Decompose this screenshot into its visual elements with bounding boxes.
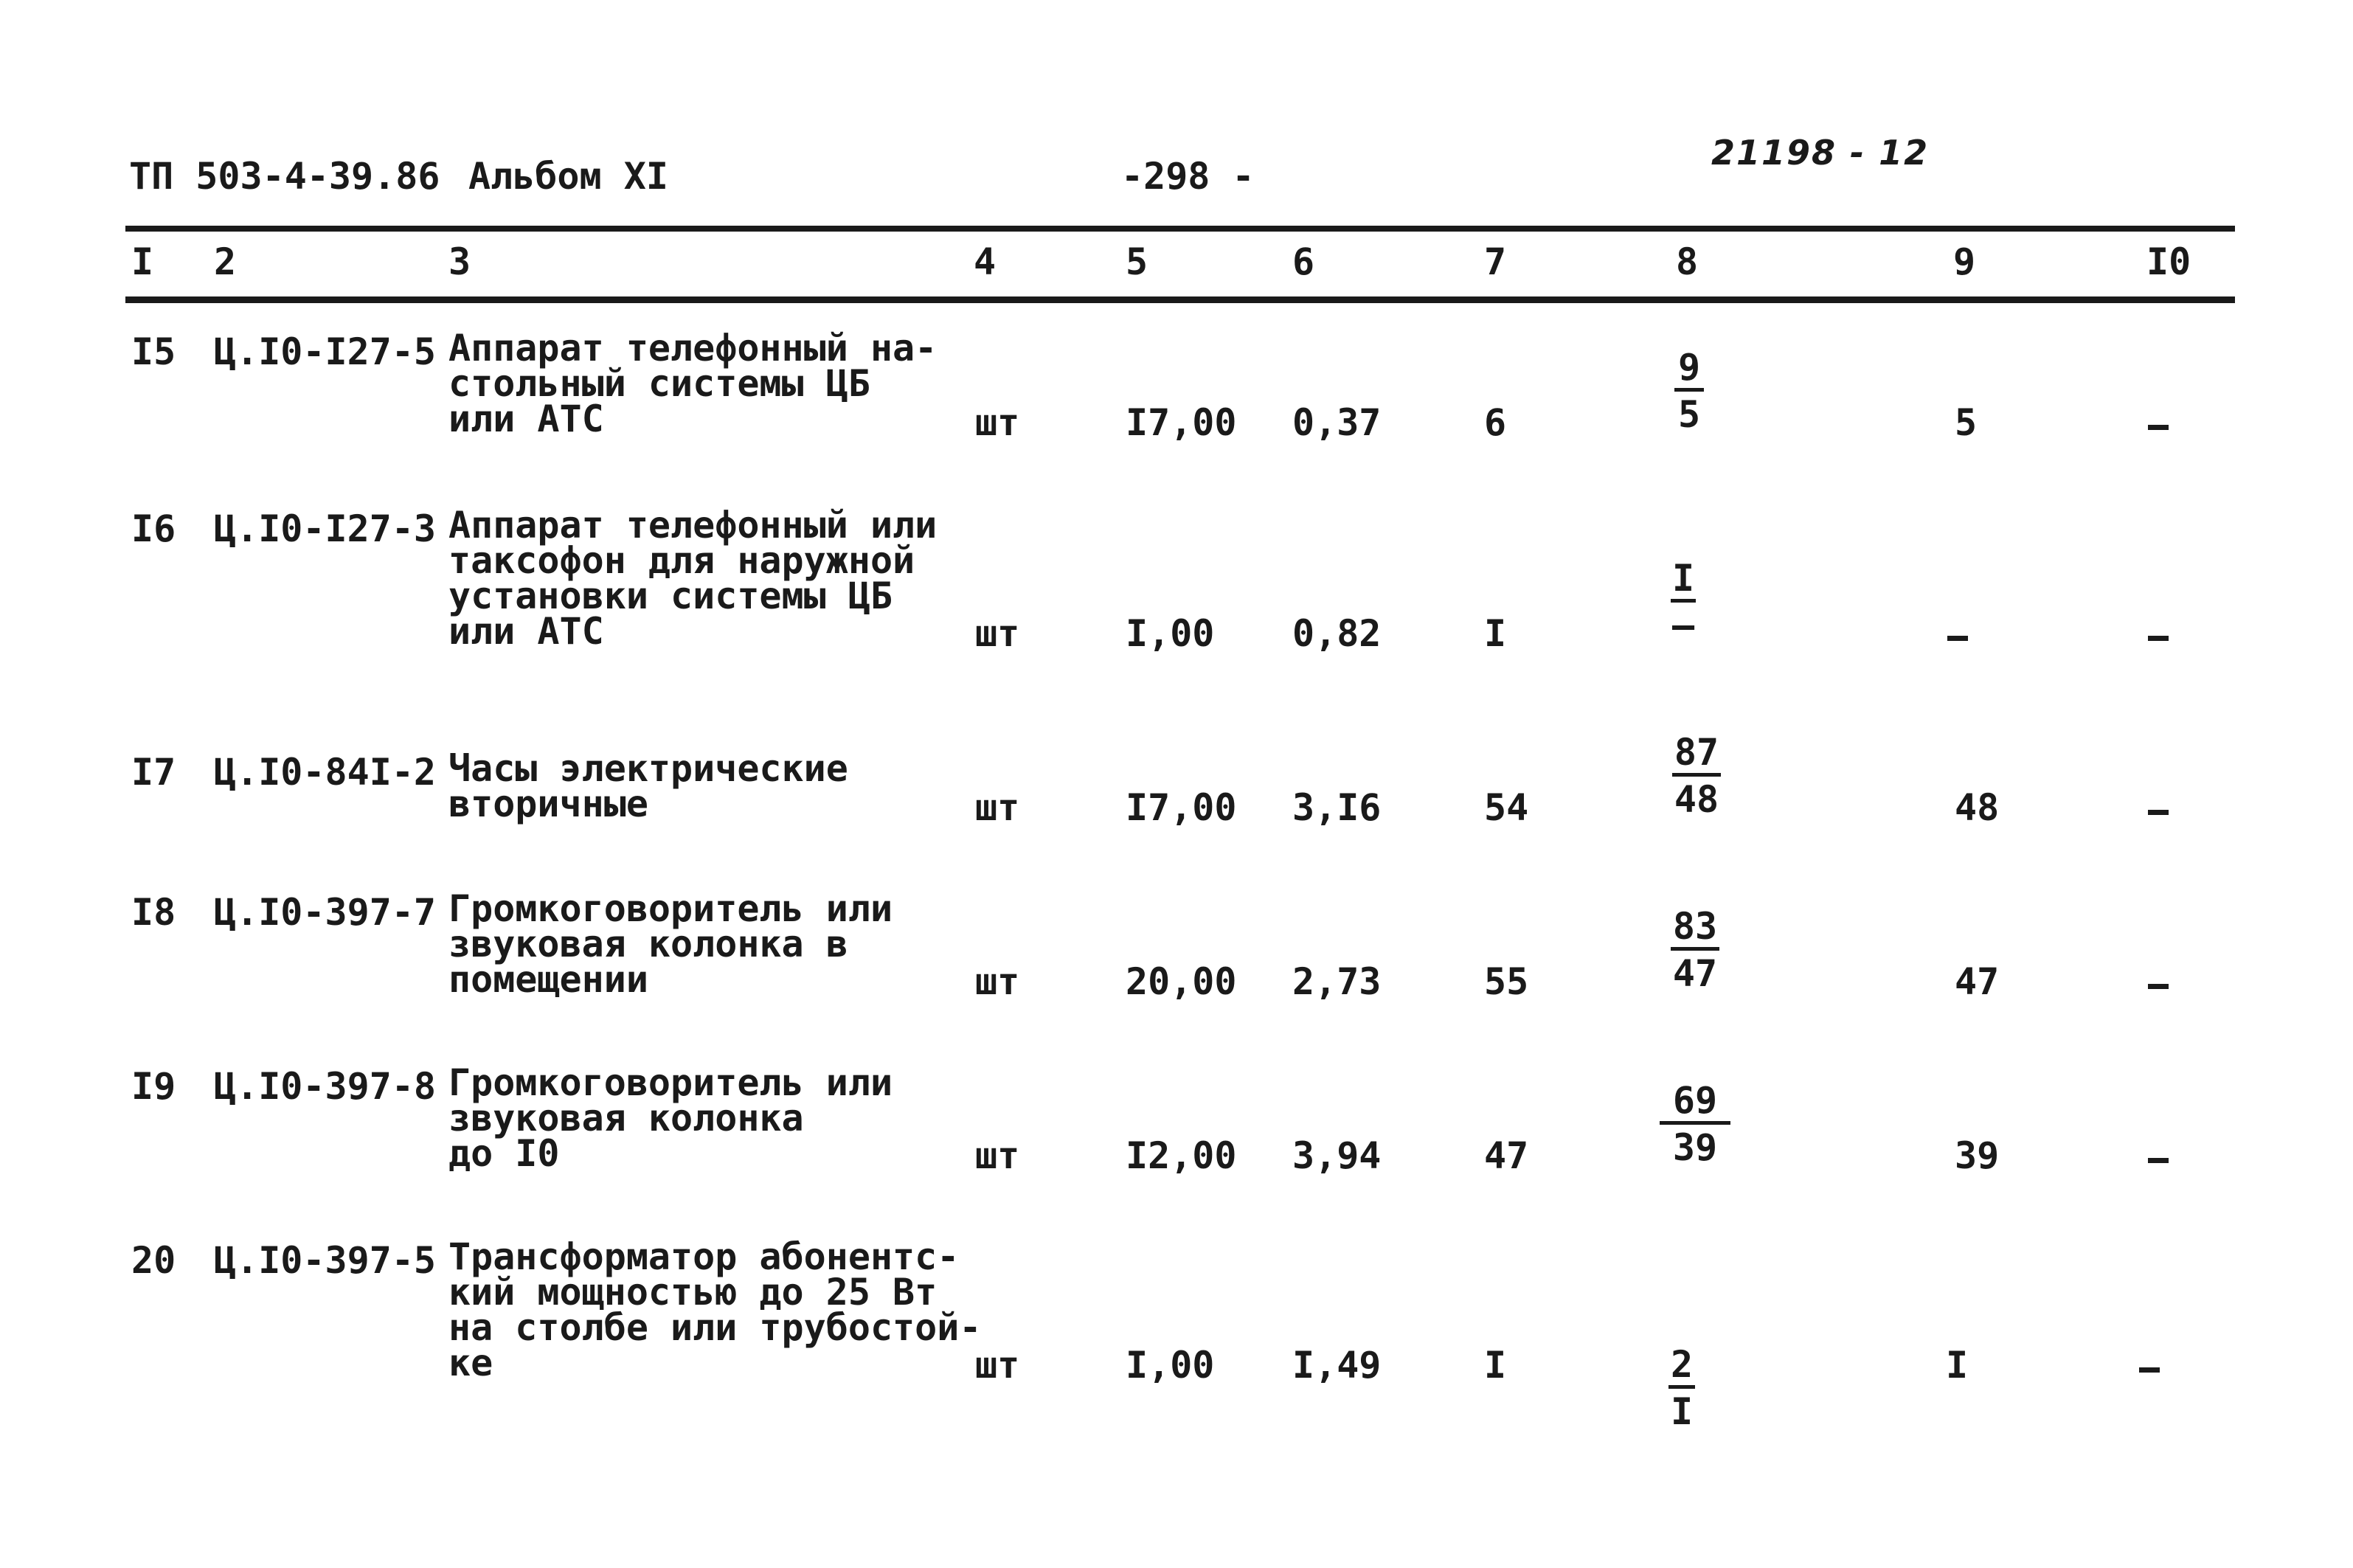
col6-value: 3,94 [1292, 1134, 1382, 1177]
item-description: Громкоговоритель или звуковая колонка в помещении [448, 887, 893, 1001]
col5-value: 20,00 [1126, 960, 1237, 1003]
item-description: Громкоговоритель или звуковая колонка до I0 [448, 1061, 893, 1175]
col5-value: I7,00 [1126, 401, 1237, 444]
col7-value: 55 [1484, 960, 1529, 1003]
col5-value: I7,00 [1126, 786, 1237, 829]
col5-value: I2,00 [1126, 1134, 1237, 1177]
row-number: I9 [131, 1065, 176, 1108]
unit: шт [975, 786, 1020, 829]
col10-dash [2148, 636, 2169, 641]
col6-value: 2,73 [1292, 960, 1382, 1003]
col8-fraction: $\frac{2}{I}$ [1638, 1344, 1726, 1435]
column-header-4: 4 [974, 240, 997, 283]
col10-dash [2148, 425, 2169, 430]
column-header-7: 7 [1484, 240, 1507, 283]
album-label: Альбом XI [468, 155, 668, 198]
unit: шт [975, 1134, 1020, 1177]
row-number: 20 [131, 1239, 176, 1282]
col7-value: 54 [1484, 786, 1529, 829]
col10-dash [2139, 1367, 2160, 1373]
col8-fraction: $\frac{87}{48}$ [1652, 732, 1741, 822]
column-header-8: 8 [1676, 240, 1699, 283]
row-number: I8 [131, 891, 176, 934]
col9-value: 47 [1955, 960, 2000, 1003]
price-code: Ц.I0-I27-5 [214, 330, 437, 373]
col7-value: I [1484, 1344, 1507, 1387]
col8-fraction: $\frac{83}{47}$ [1651, 906, 1739, 996]
item-description: Часы электрические вторичные [448, 747, 848, 825]
price-code: Ц.I0-397-7 [214, 891, 437, 934]
column-header-10: I0 [2146, 240, 2191, 283]
col9-dash [1947, 636, 1968, 641]
col10-dash [2148, 1158, 2169, 1163]
col10-dash [2148, 984, 2169, 989]
col6-value: 0,37 [1292, 401, 1382, 444]
col7-value: I [1484, 612, 1507, 655]
col8-fraction: $\frac{69}{39}$ [1651, 1080, 1739, 1170]
price-code: Ц.I0-397-5 [214, 1239, 437, 1282]
price-code: Ц.I0-84I-2 [214, 751, 437, 794]
item-description: Аппарат телефонный или таксофон для наружной установки системы ЦБ или АТС [448, 504, 938, 653]
col6-value: I,49 [1292, 1344, 1382, 1387]
row-number: I6 [131, 507, 176, 550]
col9-value: 39 [1955, 1134, 2000, 1177]
item-description: Трансформатор абонентс- кий мощностью до 25 Вт на столбе или трубостой- ке [448, 1235, 982, 1384]
column-header-5: 5 [1126, 240, 1148, 283]
unit: шт [975, 1344, 1020, 1387]
column-header-3: 3 [448, 240, 471, 283]
unit: шт [975, 960, 1020, 1003]
col6-value: 0,82 [1292, 612, 1382, 655]
price-code: Ц.I0-I27-3 [214, 507, 437, 550]
price-code: Ц.I0-397-8 [214, 1065, 437, 1108]
column-header-2: 2 [214, 240, 237, 283]
col10-dash [2148, 810, 2169, 815]
handwritten-stamp: 21198 - 12 [1711, 133, 1930, 173]
col8-fraction: $\frac{9}{5}$ [1645, 347, 1733, 437]
column-header-9: 9 [1953, 240, 1976, 283]
row-number: I7 [131, 751, 176, 794]
col8-fraction: I – [1671, 557, 1695, 647]
col5-value: I,00 [1126, 1344, 1215, 1387]
col9-value: I [1946, 1344, 1969, 1387]
col5-value: I,00 [1126, 612, 1215, 655]
row-number: I5 [131, 330, 176, 373]
item-description: Аппарат телефонный на- стольный системы ЦБ или АТС [448, 327, 938, 440]
header-top-rule [125, 226, 2235, 232]
header-bottom-rule [125, 296, 2235, 303]
page-number: -298 - [1121, 155, 1255, 198]
unit: шт [975, 612, 1020, 655]
column-header-1: I [131, 240, 154, 283]
col7-value: 47 [1484, 1134, 1529, 1177]
col6-value: 3,I6 [1292, 786, 1382, 829]
col9-value: 48 [1955, 786, 2000, 829]
unit: шт [975, 401, 1020, 444]
document-code: ТП 503-4-39.86 [129, 155, 440, 198]
col9-value: 5 [1955, 401, 1978, 444]
column-header-6: 6 [1292, 240, 1315, 283]
col7-value: 6 [1484, 401, 1507, 444]
